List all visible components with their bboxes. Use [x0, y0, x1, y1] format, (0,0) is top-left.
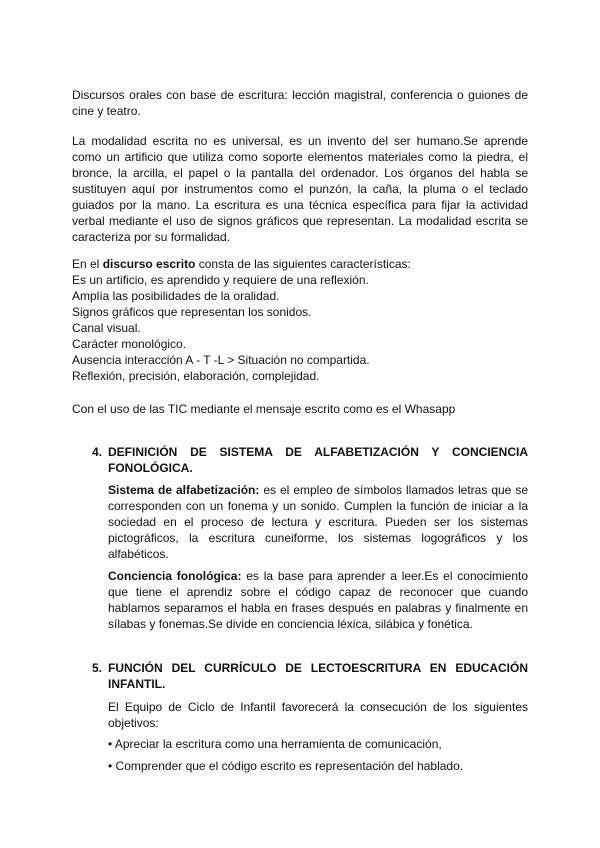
list-item: Reflexión, precisión, elaboración, complejidad.: [72, 369, 320, 383]
discurso-bold: discurso escrito: [102, 257, 196, 271]
list-item: Es un artificio, es aprendido y requiere de una reflexión.: [72, 273, 369, 287]
list-item: Ausencia interacción A - T -L > Situación no compartida.: [72, 353, 370, 367]
section-5-number: 5.: [92, 661, 103, 675]
discurso-post: consta de las siguientes características:: [195, 257, 411, 271]
list-item: Canal visual.: [72, 321, 141, 335]
list-item: Amplía las posibilidades de la oralidad.: [72, 289, 280, 303]
list-item: • Comprender que el código escrito es representación del hablado.: [108, 759, 464, 773]
paragraph-tic: Con el uso de las TIC mediante el mensaje escrito como es el Whasapp: [72, 402, 456, 416]
definition-sistema-alfabetizacion: [108, 482, 528, 562]
list-item: • Apreciar la escritura como una herramienta de comunicación,: [108, 737, 442, 751]
discurso-pre: En el: [72, 257, 103, 271]
section-5-intro: El Equipo de Ciclo de Infantil favorecerá la consecución de los siguientes objetivos:: [108, 700, 528, 730]
paragraph-modalidad: La modalidad escrita no es universal, es un invento del ser humano.Se aprende como un artificio que utiliza como soporte elementos materiales como la piedra, el bronce, la arcilla, el papel o la pantalla del ordenador. Los órganos del habla se sustituyen aquí por instrumentos como el punzón, la caña, la pluma o el teclado guiados por la mano. La escritura es una técnica específica para fijar la actividad verbal mediante el uso de signos gráficos que representan. La modalidad escrita se caracteriza por su formalidad.: [72, 134, 528, 244]
list-item: Carácter monológico.: [72, 337, 187, 351]
section-5-title: FUNCIÓN DEL CURRÍCULO DE LECTOESCRITURA EN EDUCACIÓN INFANTIL.: [108, 661, 528, 691]
definition-text: es el empleo de símbolos llamados letras que se corresponden con un fonema y un sonido. Cumplen la función de iniciar a la sociedad en el proceso de lectura y escritura. Pueden ser los sistemas pictográficos, la escritura cuneiforme, los sistemas logográficos y los alfabéticos.: [108, 483, 529, 561]
definition-conciencia-fonologica: [108, 568, 528, 632]
section-4-number: 4.: [92, 445, 103, 459]
definition-term: Conciencia fonológica:: [108, 569, 242, 583]
discurso-intro-line: [72, 256, 528, 272]
definition-term: Sistema de alfabetización:: [108, 483, 260, 497]
discurso-escrito-list: [72, 256, 528, 384]
list-item: Signos gráficos que representan los sonidos.: [72, 305, 312, 319]
section-4-title: DEFINICIÓN DE SISTEMA DE ALFABETIZACIÓN Y CONCIENCIA FONOLÓGICA.: [108, 445, 528, 475]
definition-text: es la base para aprender a leer.Es el conocimiento que tiene el aprendiz sobre el código capaz de reconocer que cuando hablamos separamos el habla en frases después en palabras y finalmente en sílabas y fonemas.Se divide en conciencia léxica, silábica y fonética.: [108, 569, 529, 631]
paragraph-intro: Discursos orales con base de escritura: lección magistral, conferencia o guiones de cine y teatro.: [72, 88, 528, 118]
